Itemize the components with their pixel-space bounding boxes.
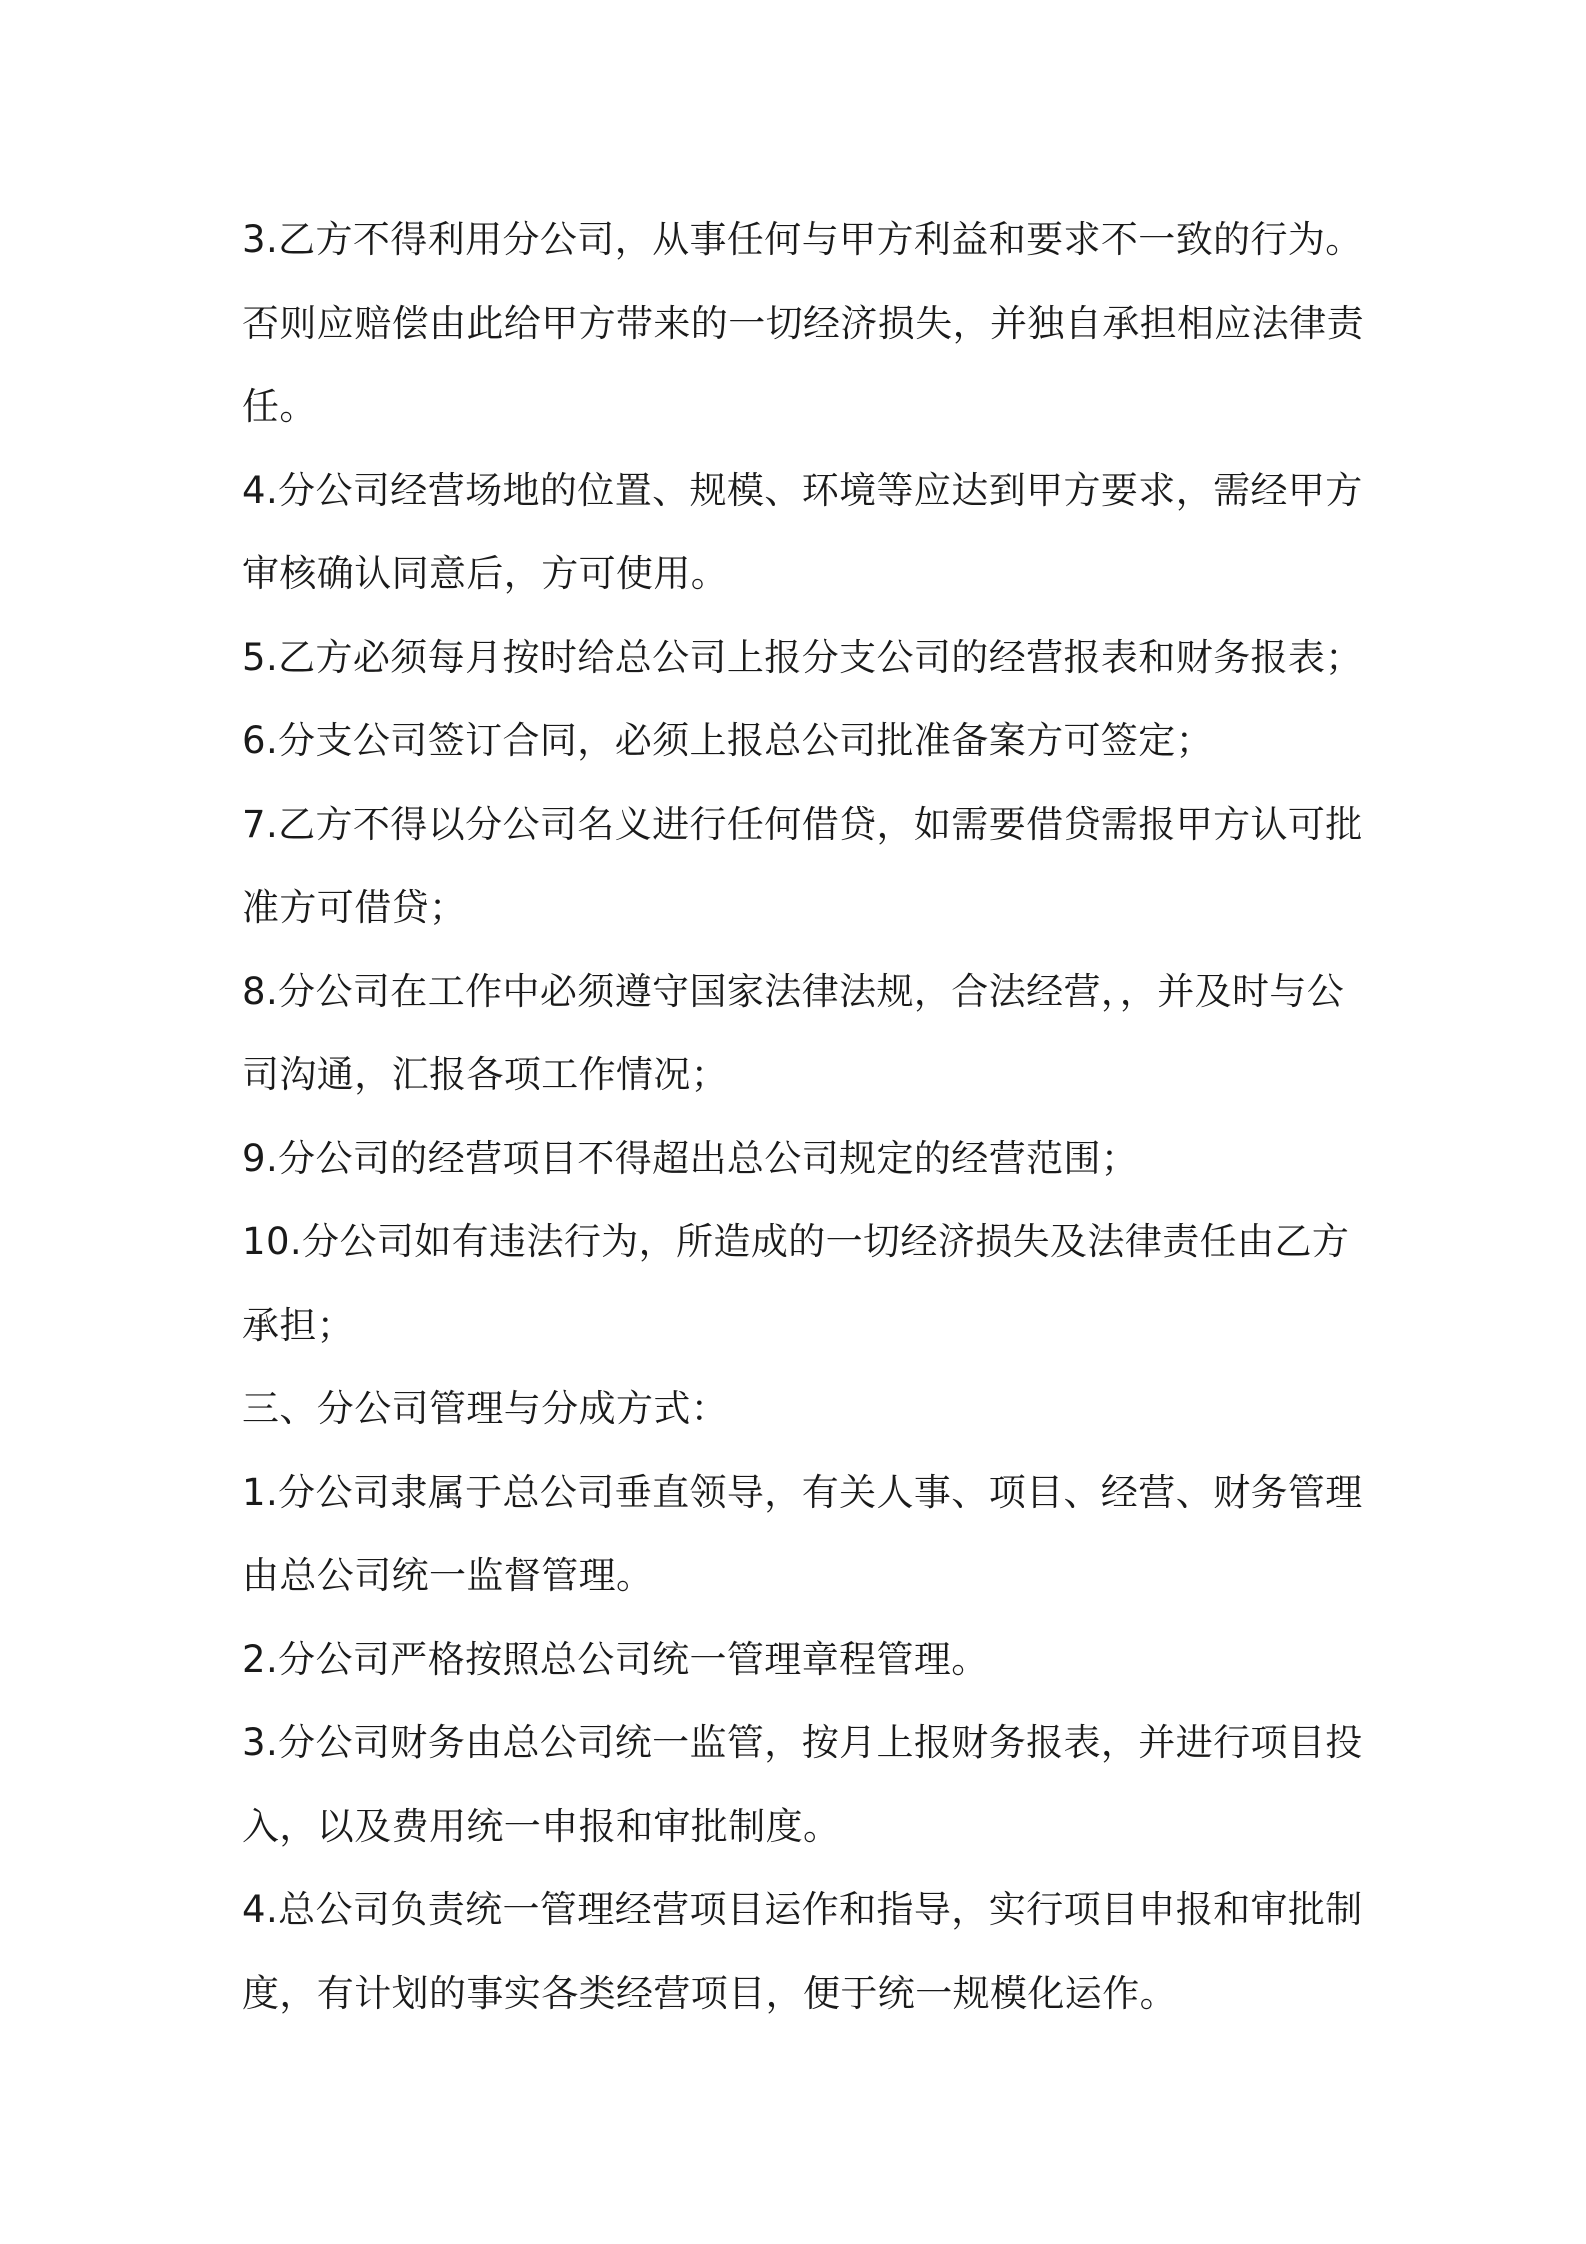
clause-4-line-2: 审核确认同意后，方可使用。 <box>242 552 729 595</box>
section-3-clause-4-line-1: 4.总公司负责统一管理经营项目运作和指导，实行项目申报和审批制 <box>242 1888 1363 1931</box>
clause-3-line-3: 任。 <box>242 385 317 428</box>
section-3-clause-1-line-2: 由总公司统一监督管理。 <box>242 1554 654 1597</box>
clause-8-line-2: 司沟通，汇报各项工作情况； <box>242 1053 729 1096</box>
section-3-heading: 三、分公司管理与分成方式： <box>242 1387 729 1430</box>
clause-7-line-2: 准方可借贷； <box>242 886 467 929</box>
document-body <box>242 198 1372 2035</box>
clause-5-line-1: 5.乙方必须每月按时给总公司上报分支公司的经营报表和财务报表； <box>242 635 1363 679</box>
clause-7-line-1: 7.乙方不得以分公司名义进行任何借贷，如需要借贷需报甲方认可批 <box>242 802 1363 846</box>
clause-6-line-1: 6.分支公司签订合同，必须上报总公司批准备案方可签定； <box>242 719 1214 762</box>
section-3-clause-4-line-2: 度，有计划的事实各类经营项目，便于统一规模化运作。 <box>242 1971 1177 2015</box>
clause-3-line-2: 否则应赔偿由此给甲方带来的一切经济损失，并独自承担相应法律责 <box>242 301 1364 345</box>
clause-4-line-1: 4.分公司经营场地的位置、规模、环境等应达到甲方要求，需经甲方 <box>242 468 1363 512</box>
clause-3-line-1: 3.乙方不得利用分公司，从事任何与甲方利益和要求不一致的行为。 <box>242 218 1363 261</box>
section-3-clause-3-line-1: 3.分公司财务由总公司统一监管，按月上报财务报表，并进行项目投 <box>242 1721 1363 1764</box>
section-3-clause-3-line-2: 入，以及费用统一申报和审批制度。 <box>242 1804 841 1848</box>
section-3-clause-1-line-1: 1.分公司隶属于总公司垂直领导，有关人事、项目、经营、财务管理 <box>242 1470 1363 1514</box>
clause-10-line-2: 承担； <box>242 1303 355 1347</box>
clause-9-line-1: 9.分公司的经营项目不得超出总公司规定的经营范围； <box>242 1136 1139 1180</box>
section-3-clause-2-line-1: 2.分公司严格按照总公司统一管理章程管理。 <box>242 1637 989 1681</box>
clause-8-line-1: 8.分公司在工作中必须遵守国家法律法规，合法经营，，并及时与公 <box>242 969 1345 1013</box>
clause-10-line-1: 10.分公司如有违法行为，所造成的一切经济损失及法律责任由乙方 <box>242 1220 1350 1263</box>
